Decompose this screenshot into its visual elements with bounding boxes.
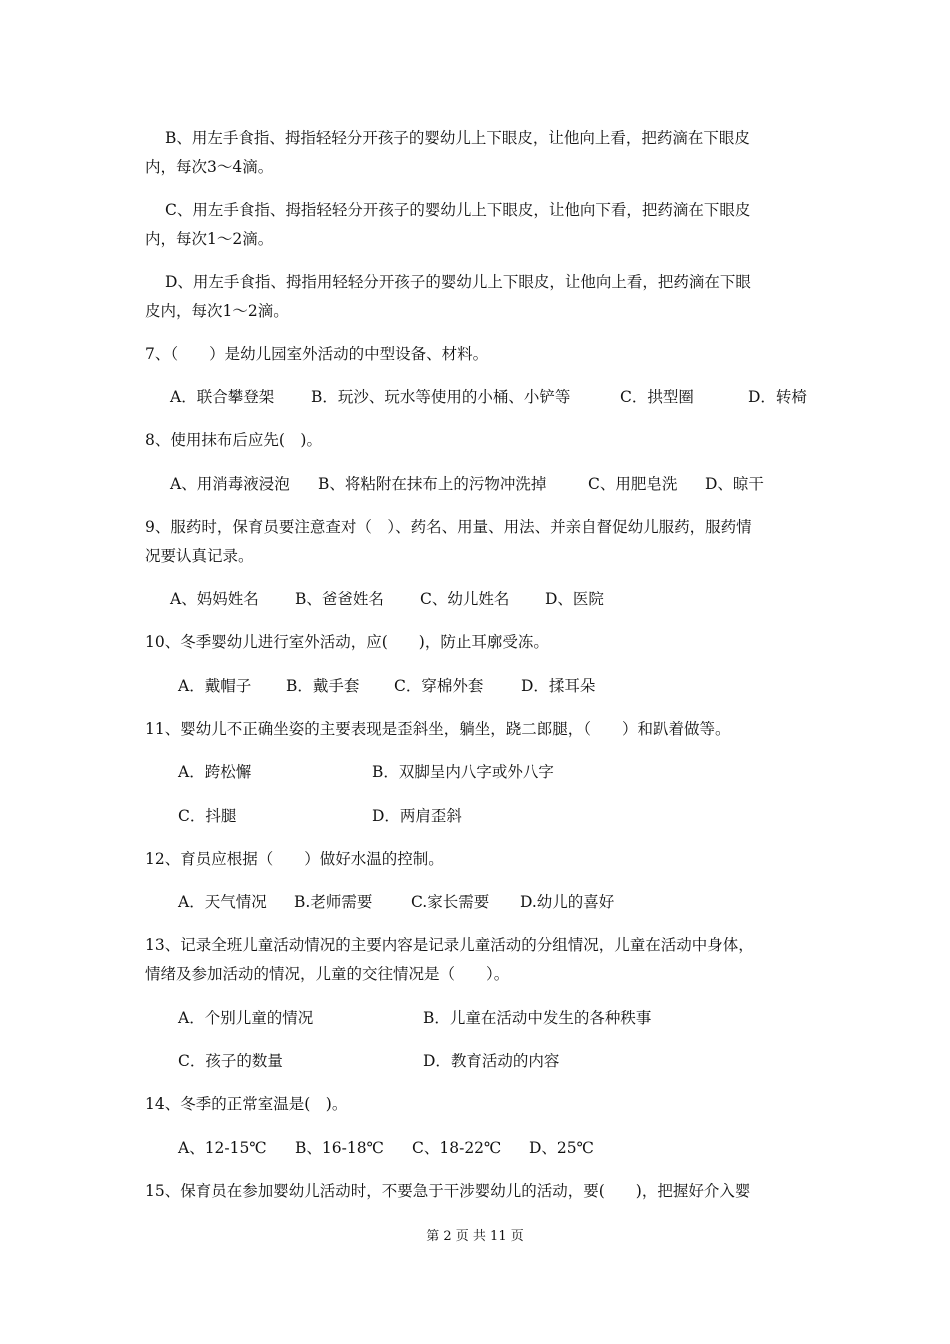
q12-option-a: A．天气情况	[178, 893, 267, 911]
q14-option-a: A、12-15℃	[178, 1139, 267, 1157]
q8-option-a: A、用消毒液浸泡	[170, 475, 290, 493]
q10-option-d: D．揉耳朵	[521, 677, 596, 695]
q11-option-b: B．双脚呈内八字或外八字	[372, 763, 554, 781]
q6-option-d-line1: D、用左手食指、拇指用轻轻分开孩子的婴幼儿上下眼皮，让他向上看，把药滴在下眼	[165, 273, 751, 291]
q7-stem: 7、（ ）是幼儿园室外活动的中型设备、材料。	[145, 345, 489, 363]
q9-stem-line2: 况要认真记录。	[145, 547, 254, 565]
q11-option-a: A．跨松懈	[178, 763, 252, 781]
q9-stem-line1: 9、服药时，保育员要注意查对（ ）、药名、用量、用法、并亲自督促幼儿服药，服药情	[145, 518, 752, 536]
page-footer: 第 2 页 共 11 页	[426, 1229, 524, 1244]
q13-option-d: D．教育活动的内容	[423, 1052, 560, 1070]
q14-stem: 14、冬季的正常室温是( )。	[145, 1095, 348, 1113]
q9-option-a: A、妈妈姓名	[170, 590, 259, 608]
q10-option-c: C．穿棉外套	[394, 677, 484, 695]
q14-option-c: C、18-22℃	[412, 1139, 502, 1157]
q9-option-b: B、爸爸姓名	[295, 590, 384, 608]
q13-stem-line1: 13、记录全班儿童活动情况的主要内容是记录儿童活动的分组情况，儿童在活动中身体，	[145, 936, 754, 954]
q6-option-b-line2: 内，每次3～4滴。	[145, 158, 274, 176]
q8-option-c: C、用肥皂洗	[588, 475, 678, 493]
q7-option-c: C．拱型圈	[620, 388, 694, 406]
q9-option-c: C、幼儿姓名	[420, 590, 510, 608]
q13-option-a: A．个别儿童的情况	[178, 1009, 314, 1027]
q13-option-b: B．儿童在活动中发生的各种秩事	[423, 1009, 652, 1027]
q14-option-d: D、25℃	[529, 1139, 594, 1157]
q13-stem-line2: 情绪及参加活动的情况，儿童的交往情况是（ ）。	[145, 965, 510, 983]
q14-option-b: B、16-18℃	[295, 1139, 384, 1157]
q10-stem: 10、冬季婴幼儿进行室外活动，应( )，防止耳廓受冻。	[145, 633, 549, 651]
q12-option-b: B.老师需要	[294, 893, 373, 911]
q11-stem: 11、婴幼儿不正确坐姿的主要表现是歪斜坐，躺坐，跷二郎腿，（ ）和趴着做等。	[145, 720, 731, 738]
q11-option-c: C．抖腿	[178, 807, 237, 825]
q10-option-b: B．戴手套	[286, 677, 360, 695]
q15-stem: 15、保育员在参加婴幼儿活动时，不要急于干涉婴幼儿的活动，要( )，把握好介入婴	[145, 1182, 751, 1200]
q8-option-b: B、将粘附在抹布上的污物冲洗掉	[318, 475, 547, 493]
q8-option-d: D、晾干	[705, 475, 764, 493]
q7-option-a: A．联合攀登架	[170, 388, 275, 406]
q8-stem: 8、使用抹布后应先( )。	[145, 431, 322, 449]
q9-option-d: D、医院	[545, 590, 604, 608]
q7-option-d: D．转椅	[748, 388, 807, 406]
q10-option-a: A．戴帽子	[178, 677, 252, 695]
q11-option-d: D．两肩歪斜	[372, 807, 462, 825]
q12-stem: 12、育员应根据（ ）做好水温的控制。	[145, 850, 444, 868]
q12-option-d: D.幼儿的喜好	[520, 893, 615, 911]
q6-option-d-line2: 皮内，每次1～2滴。	[145, 302, 289, 320]
q6-option-c-line2: 内，每次1～2滴。	[145, 230, 274, 248]
q12-option-c: C.家长需要	[411, 893, 490, 911]
q7-option-b: B．玩沙、玩水等使用的小桶、小铲等	[311, 388, 571, 406]
q13-option-c: C．孩子的数量	[178, 1052, 283, 1070]
q6-option-b-line1: B、用左手食指、拇指轻轻分开孩子的婴幼儿上下眼皮，让他向上看，把药滴在下眼皮	[165, 129, 750, 147]
q6-option-c-line1: C、用左手食指、拇指轻轻分开孩子的婴幼儿上下眼皮，让他向下看，把药滴在下眼皮	[165, 201, 751, 219]
